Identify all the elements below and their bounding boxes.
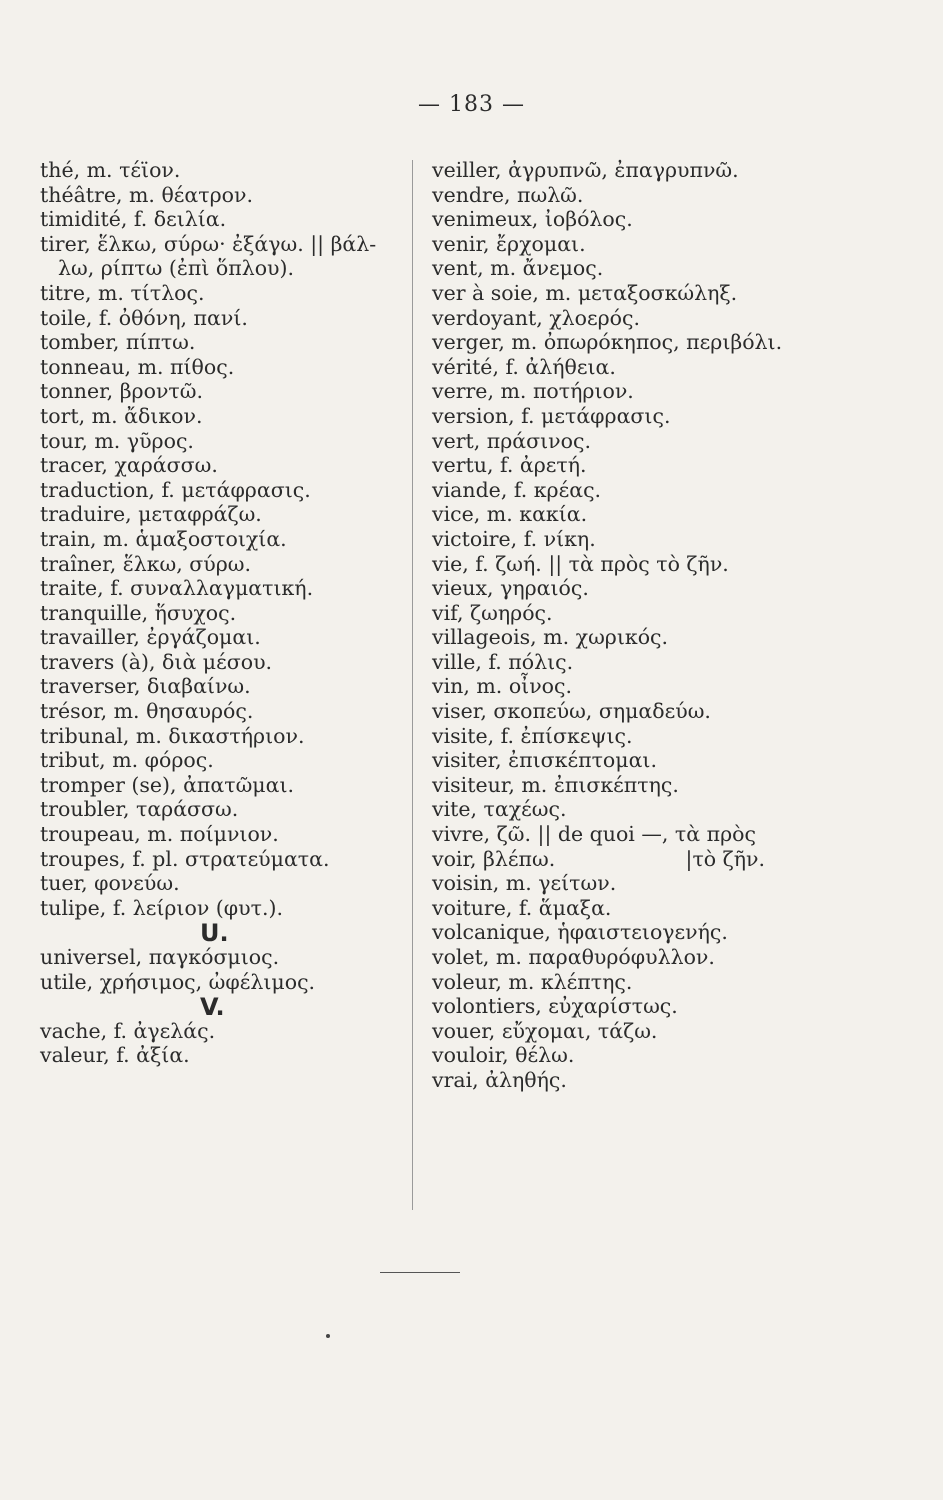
- dictionary-entry: verger, m. ὀπωρόκηπος, περιβόλι.: [432, 330, 783, 355]
- section-heading-v: V.: [200, 993, 225, 1022]
- dictionary-entry: vertu, f. ἀρετή.: [432, 453, 587, 478]
- column-divider: [412, 160, 413, 1210]
- dictionary-entry: universel, παγκόσμιος.: [40, 945, 280, 969]
- footer-dot: [326, 1334, 330, 1338]
- dictionary-entry: verdoyant, χλοερός.: [432, 305, 641, 330]
- dictionary-entry: théâtre, m. θέατρον.: [40, 182, 253, 207]
- dictionary-entry: vite, ταχέως.: [432, 797, 567, 822]
- dictionary-entry: vif, ζωηρός.: [432, 600, 553, 625]
- dictionary-entry: victoire, f. νίκη.: [432, 526, 596, 551]
- dictionary-entry: tromper (se), ἀπατῶμαι.: [40, 772, 295, 797]
- dictionary-entry: traîner, ἕλκω, σύρω.: [40, 551, 252, 576]
- dictionary-entry: tracer, χαράσσω.: [40, 453, 218, 478]
- dictionary-entry: tulipe, f. λείριον (φυτ.).: [40, 895, 283, 920]
- dictionary-entry: tomber, πίπτω.: [40, 330, 196, 355]
- dictionary-entry: tour, m. γῦρος.: [40, 428, 194, 453]
- dictionary-entry: visiter, ἐπισκέπτομαι.: [432, 748, 657, 773]
- dictionary-entry: ver à soie, m. μεταξοσκώληξ.: [432, 280, 738, 305]
- dictionary-entry: vice, m. κακία.: [432, 502, 588, 527]
- left-column: [40, 158, 405, 1068]
- dictionary-entry: tonner, βροντῶ.: [40, 379, 203, 404]
- dictionary-entry: toile, f. ὀθόνη, πανί.: [40, 305, 248, 330]
- dictionary-entry: vache, f. ἀγελάς.: [40, 1018, 216, 1043]
- dictionary-entry: troupeau, m. ποίμνιον.: [40, 822, 279, 847]
- dictionary-entry: tuer, φονεύω.: [40, 871, 180, 896]
- dictionary-entry: verre, m. ποτήριον.: [432, 379, 634, 404]
- dictionary-entry: traduction, f. μετάφρασις.: [40, 477, 311, 502]
- dictionary-entry: vrai, ἀληθής.: [432, 1067, 567, 1092]
- dictionary-entry: vouer, εὔχομαι, τάζω.: [432, 1018, 658, 1043]
- dictionary-entry: vent, m. ἄνεμος.: [432, 256, 604, 281]
- dictionary-entry: viser, σκοπεύω, σημαδεύω.: [432, 699, 711, 724]
- dictionary-entry: traverser, διαβαίνω.: [40, 674, 251, 699]
- dictionary-entry: tirer, ἕλκω, σύρω· ἐξάγω. || βάλ-: [40, 231, 377, 256]
- dictionary-entry: tribut, m. φόρος.: [40, 748, 214, 773]
- dictionary-entry: villageois, m. χωρικός.: [432, 625, 669, 650]
- right-column: [432, 158, 802, 1093]
- dictionary-entry: vieux, γηραιός.: [432, 576, 589, 601]
- dictionary-entry: venir, ἔρχομαι.: [432, 231, 586, 256]
- dictionary-entry: ville, f. πόλις.: [432, 649, 574, 674]
- section-heading-u: U.: [200, 919, 229, 948]
- dictionary-entry: tribunal, m. δικαστήριον.: [40, 723, 305, 748]
- dictionary-entry: veiller, ἀγρυπνῶ, ἐπαγρυπνῶ.: [432, 158, 739, 182]
- dictionary-entry: train, m. ἁμαξοστοιχία.: [40, 526, 287, 551]
- dictionary-entry: vouloir, θέλω.: [432, 1043, 575, 1068]
- dictionary-entry: version, f. μετάφρασις.: [432, 403, 671, 428]
- dictionary-entry: traduire, μεταφράζω.: [40, 502, 262, 527]
- dictionary-entry: titre, m. τίτλος.: [40, 280, 205, 305]
- dictionary-entry: vert, πράσινος.: [432, 428, 591, 453]
- dictionary-entry: vérité, f. ἀλήθεια.: [432, 354, 616, 379]
- dictionary-entry: troubler, ταράσσω.: [40, 797, 239, 822]
- dictionary-entry: viande, f. κρέας.: [432, 477, 602, 502]
- dictionary-entry: voiture, f. ἅμαξα.: [432, 895, 612, 920]
- dictionary-entry: volet, m. παραθυρόφυλλον.: [432, 945, 715, 969]
- dictionary-entry: visite, f. ἐπίσκεψις.: [432, 723, 633, 748]
- dictionary-entry: vie, f. ζωή. || τὰ πρὸς τὸ ζῆν.: [432, 551, 729, 576]
- page-number: — 183 —: [418, 92, 525, 117]
- dictionary-entry: tranquille, ἥσυχος.: [40, 600, 237, 625]
- dictionary-entry: tort, m. ἄδικον.: [40, 403, 203, 428]
- footnote-rule: [380, 1272, 460, 1273]
- dictionary-entry: λω, ρίπτω (ἐπὶ ὅπλου).: [58, 256, 295, 281]
- dictionary-entry: thé, m. τέϊον.: [40, 158, 181, 182]
- dictionary-entry: trésor, m. θησαυρός.: [40, 699, 254, 724]
- dictionary-entry: troupes, f. pl. στρατεύματα.: [40, 846, 330, 871]
- dictionary-entry: voir, βλέπω. |τὸ ζῆν.: [432, 846, 766, 871]
- dictionary-entry: tonneau, m. πίθος.: [40, 354, 235, 379]
- dictionary-entry: voisin, m. γείτων.: [432, 871, 617, 896]
- dictionary-entry: vivre, ζῶ. || de quoi —, τὰ πρὸς: [432, 822, 756, 847]
- dictionary-entry: timidité, f. δειλία.: [40, 207, 227, 232]
- dictionary-entry: travailler, ἐργάζομαι.: [40, 625, 261, 650]
- dictionary-entry: voleur, m. κλέπτης.: [432, 969, 633, 994]
- dictionary-entry: volcanique, ἡφαιστειογενής.: [432, 920, 728, 945]
- dictionary-entry: travers (à), διὰ μέσου.: [40, 649, 273, 674]
- dictionary-entry: traite, f. συναλλαγματική.: [40, 576, 314, 601]
- dictionary-entry: venimeux, ἰοβόλος.: [432, 207, 633, 232]
- dictionary-entry: vin, m. οἶνος.: [432, 674, 573, 699]
- dictionary-entry: vendre, πωλῶ.: [432, 182, 584, 207]
- dictionary-entry: visiteur, m. ἐπισκέπτης.: [432, 772, 679, 797]
- dictionary-entry: volontiers, εὐχαρίστως.: [432, 994, 678, 1019]
- dictionary-entry: utile, χρήσιμος, ὠφέλιμος.: [40, 969, 316, 994]
- dictionary-entry: valeur, f. ἀξία.: [40, 1043, 190, 1068]
